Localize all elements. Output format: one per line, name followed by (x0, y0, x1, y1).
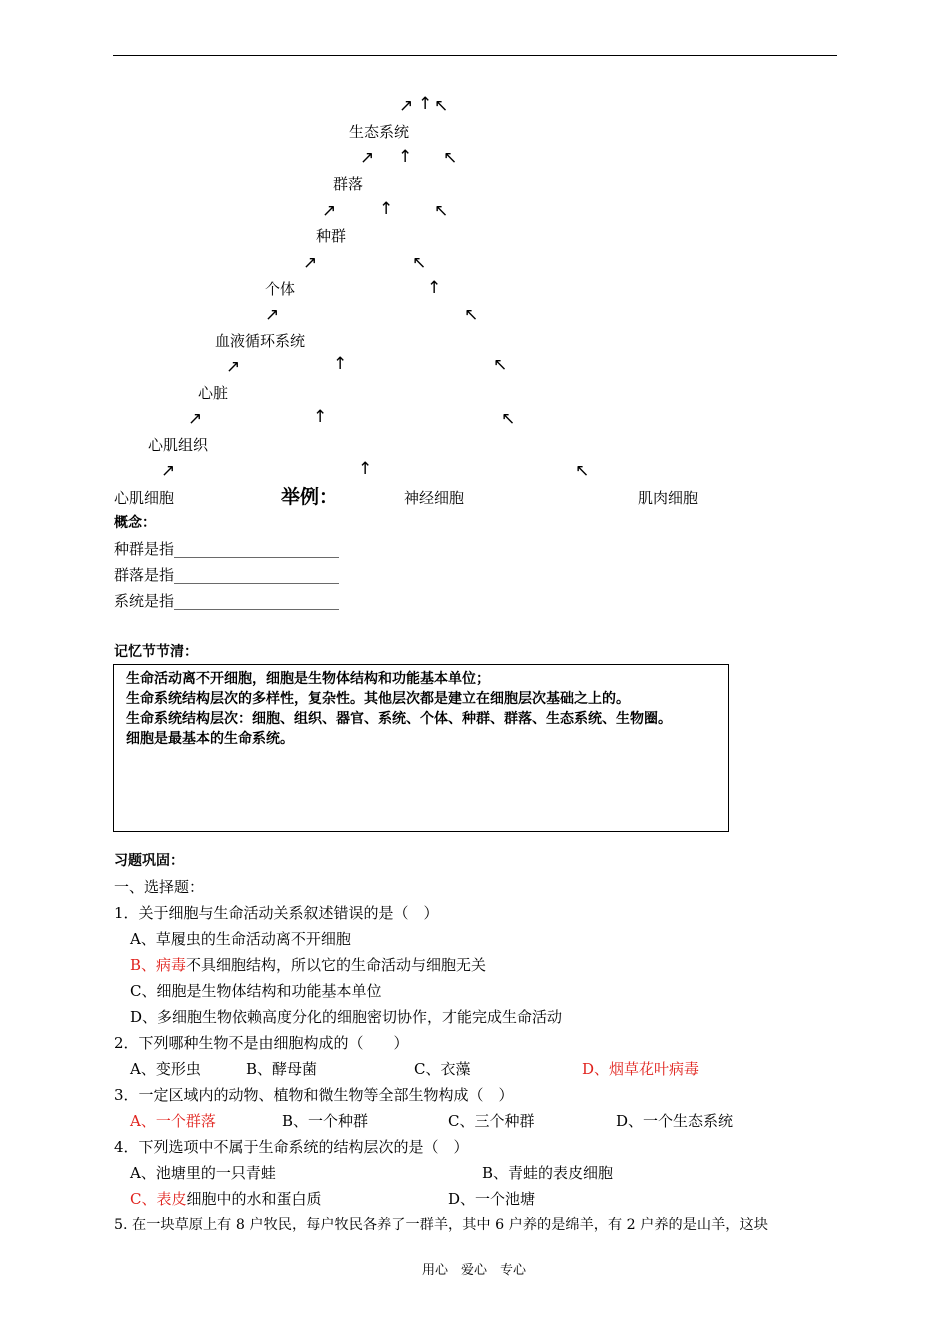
q3-option-c: C、三个种群 (448, 1112, 535, 1130)
example-label: 举例： (281, 486, 339, 508)
level-community: 群落 (333, 175, 364, 193)
q1-stem: 1．关于细胞与生命活动关系叙述错误的是（ ） (114, 904, 439, 922)
nerve-cell: 神经细胞 (404, 489, 465, 507)
q3-stem: 3．一定区域内的动物、植物和微生物等全部生物构成（ ） (114, 1086, 514, 1104)
arrow-up-icon: ↑ (379, 199, 394, 219)
q2-option-d: D、烟草花叶病毒 (582, 1060, 700, 1078)
concept-population: 种群是指______________________ (114, 540, 340, 558)
section-heading: 一、选择题： (114, 878, 205, 896)
q4-option-c (130, 1190, 322, 1208)
arrow-ne-icon: ↗ (322, 201, 337, 221)
arrow-ne-icon: ↗ (399, 96, 414, 116)
memory-line: 生命活动离不开细胞，细胞是生物体结构和功能基本单位； (126, 671, 490, 687)
arrow-nw-icon: ↖ (501, 409, 516, 429)
q1-option-a: A、草履虫的生命活动离不开细胞 (130, 930, 351, 948)
q4-answer-highlight: C、表皮 (130, 1190, 187, 1208)
arrow-nw-icon: ↖ (434, 201, 449, 221)
arrow-up-icon: ↑ (427, 278, 442, 298)
q4-option-b: B、青蛙的表皮细胞 (482, 1164, 614, 1182)
level-system: 血液循环系统 (215, 332, 306, 350)
header-rule (113, 55, 837, 56)
level-ecosystem: 生态系统 (349, 123, 410, 141)
arrow-up-icon: ↑ (313, 407, 328, 427)
memory-line: 生命系统结构层次：细胞、组织、器官、系统、个体、种群、群落、生态系统、生物圈。 (126, 711, 672, 727)
arrow-ne-icon: ↗ (226, 357, 241, 377)
q3-option-b: B、一个种群 (282, 1112, 369, 1130)
level-individual: 个体 (265, 280, 296, 298)
q4-option-c-text: 细胞中的水和蛋白质 (186, 1190, 322, 1208)
q2-option-c: C、衣藻 (414, 1060, 471, 1078)
q2-option-b: B、酵母菌 (246, 1060, 318, 1078)
q3-option-a: A、一个群落 (130, 1112, 216, 1130)
level-tissue: 心肌组织 (148, 436, 209, 454)
concept-system: 系统是指______________________ (114, 592, 340, 610)
arrow-up-icon: ↑ (358, 459, 373, 479)
concepts-title: 概念： (114, 515, 156, 531)
q2-option-a: A、变形虫 (130, 1060, 201, 1078)
muscle-cell: 肌肉细胞 (638, 489, 699, 507)
arrow-ne-icon: ↗ (161, 461, 176, 481)
level-cell: 心肌细胞 (114, 489, 175, 507)
memory-line: 生命系统结构层次的多样性，复杂性。其他层次都是建立在细胞层次基础之上的。 (126, 691, 630, 707)
page-footer: 用心 爱心 专心 (422, 1263, 527, 1278)
q1-option-c: C、细胞是生物体结构和功能基本单位 (130, 982, 382, 1000)
arrow-nw-icon: ↖ (443, 148, 458, 168)
arrow-nw-icon: ↖ (575, 461, 590, 481)
q2-stem: 2．下列哪种生物不是由细胞构成的（ ） (114, 1034, 409, 1052)
q4-stem: 4．下列选项中不属于生命系统的结构层次的是（ ） (114, 1138, 469, 1156)
level-population: 种群 (316, 227, 347, 245)
memory-line: 细胞是最基本的生命系统。 (126, 731, 294, 747)
memory-box (113, 664, 729, 832)
q1-option-b (130, 956, 486, 974)
memory-title: 记忆节节清： (114, 644, 198, 660)
arrow-up-icon: ↑ (333, 354, 348, 374)
q5-stem: 5. 在一块草原上有 8 户牧民，每户牧民各养了一群羊，其中 6 户养的是绵羊，有 2 户养的是山羊，这块 (114, 1217, 768, 1233)
arrow-ne-icon: ↗ (360, 148, 375, 168)
q1-option-d: D、多细胞生物依赖高度分化的细胞密切协作，才能完成生命活动 (130, 1008, 563, 1026)
q1-answer-highlight: B、病毒 (130, 956, 187, 974)
concept-community: 群落是指______________________ (114, 566, 340, 584)
q4-option-d: D、一个池塘 (448, 1190, 536, 1208)
arrow-up-icon: ↑ (398, 147, 413, 167)
arrow-ne-icon: ↗ (188, 409, 203, 429)
arrow-ne-icon: ↗ (303, 253, 318, 273)
arrow-nw-icon: ↖ (434, 96, 449, 116)
exercises-title: 习题巩固： (114, 853, 184, 869)
q1-option-b-text: 不具细胞结构，所以它的生命活动与细胞无关 (186, 956, 487, 974)
q4-option-a: A、池塘里的一只青蛙 (130, 1164, 276, 1182)
arrow-nw-icon: ↖ (412, 253, 427, 273)
level-organ: 心脏 (198, 384, 229, 402)
arrow-nw-icon: ↖ (493, 355, 508, 375)
arrow-up-icon: ↑ (418, 94, 433, 114)
arrow-nw-icon: ↖ (464, 305, 479, 325)
arrow-ne-icon: ↗ (265, 305, 280, 325)
q3-option-d: D、一个生态系统 (616, 1112, 734, 1130)
